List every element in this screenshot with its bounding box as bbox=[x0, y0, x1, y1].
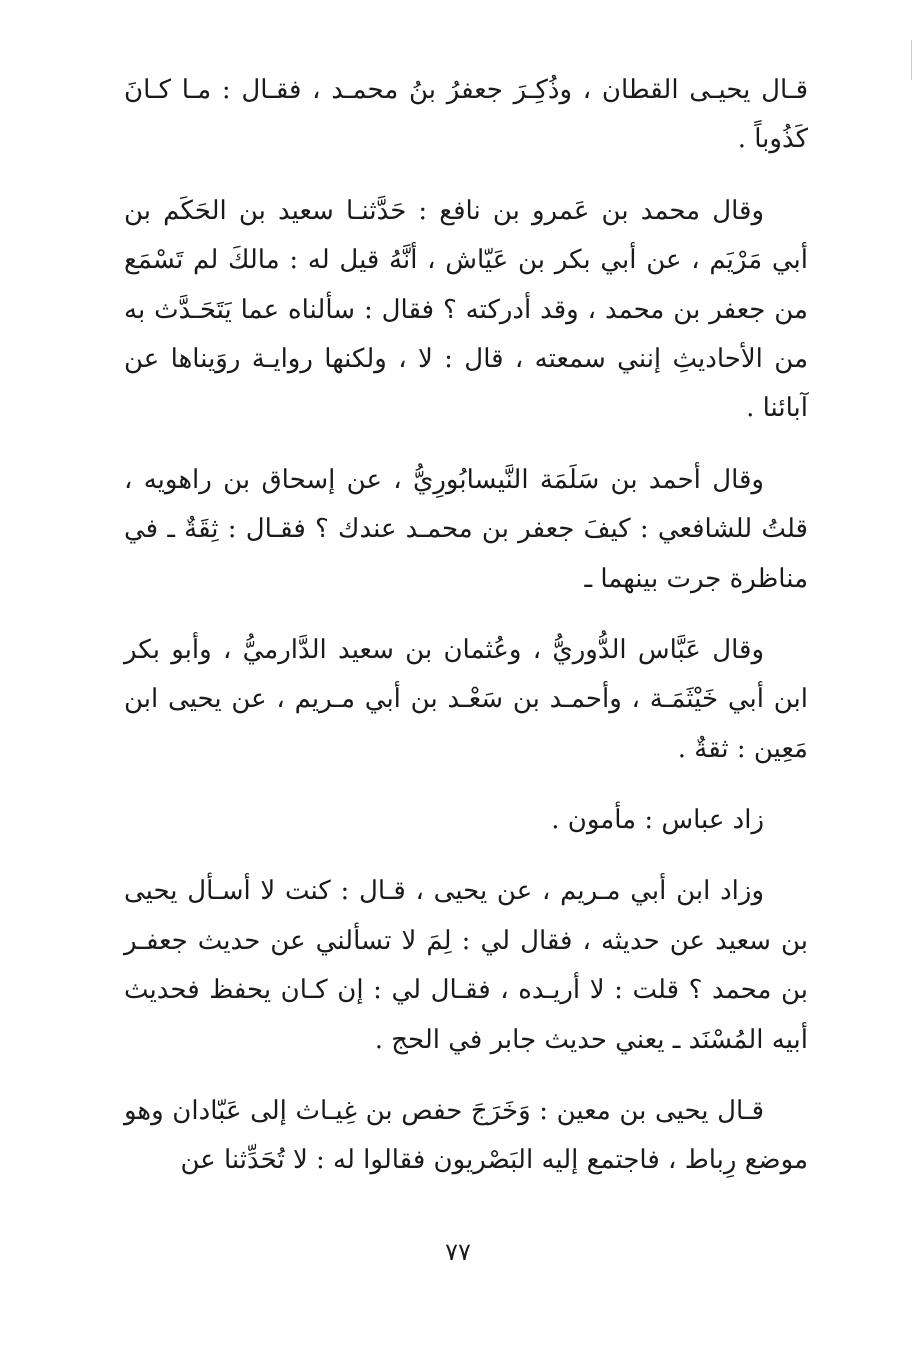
paragraph: وقال عَبَّاس الدُّوريُّ ، وعُثمان بن سعيد الدَّارميُّ ، وأبو بكر ابن أبي خَيْثَمَـة ، وأحمـد بن سَعْـد بن أبي مـريم ، عن يحيى ابن مَعِين : ثقةٌ . bbox=[124, 634, 808, 764]
page-edge-mark bbox=[911, 40, 912, 80]
paragraph: وقال محمد بن عَمرو بن نافع : حَدَّثنـا سعيد بن الحَكَم بن أبي مَرْيَم ، عن أبي بكر بن عَيّاش ، أنَّهُ قيل له : مالكَ لم تَسْمَع من جعفر بن محمد ، وقد أدركته ؟ فقال : سألناه عما يَتَحَـدَّث به من الأحاديثِ إنني سمعته ، قال : لا ، ولكنها روايـة روَيناها عن آبائنا . bbox=[124, 195, 808, 424]
paragraph: قـال يحيى بن معين : وَخَرَجَ حفص بن غِيـاث إلى عَبّادان وهو موضع رِباط ، فاجتمع إليه البَصْريون فقالوا له : لا تُحَدِّثنا عن bbox=[124, 1096, 808, 1176]
main-text bbox=[124, 66, 808, 1208]
paragraph: وقال أحمد بن سَلَمَة النَّيسابُورِيُّ ، عن إسحاق بن راهويه ، قلتُ للشافعي : كيفَ جعفر بن محمـد عندك ؟ فقـال : ثِقَةٌ ـ في مناظرة جرت بينهما ـ bbox=[124, 464, 808, 594]
paragraph: قـال يحيـى القطان ، وذُكِـرَ جعفرُ بنُ محمـد ، فقـال : مـا كـانَ كَذُوباً . bbox=[124, 75, 808, 155]
page-number: ٧٧ bbox=[445, 1238, 471, 1266]
paragraph: وزاد ابن أبي مـريم ، عن يحيى ، قـال : كنت لا أسـأل يحيى بن سعيد عن حديثه ، فقال لي : لِمَ لا تسألني عن حديث جعفـر بن محمد ؟ قلت : لا أريـده ، فقـال لي : إن كـان يحفظ فحديث أبيه المُسْنَد ـ يعني حديث جابر في الحج . bbox=[124, 876, 808, 1055]
paragraph: زاد عباس : مأمون . bbox=[551, 805, 764, 836]
